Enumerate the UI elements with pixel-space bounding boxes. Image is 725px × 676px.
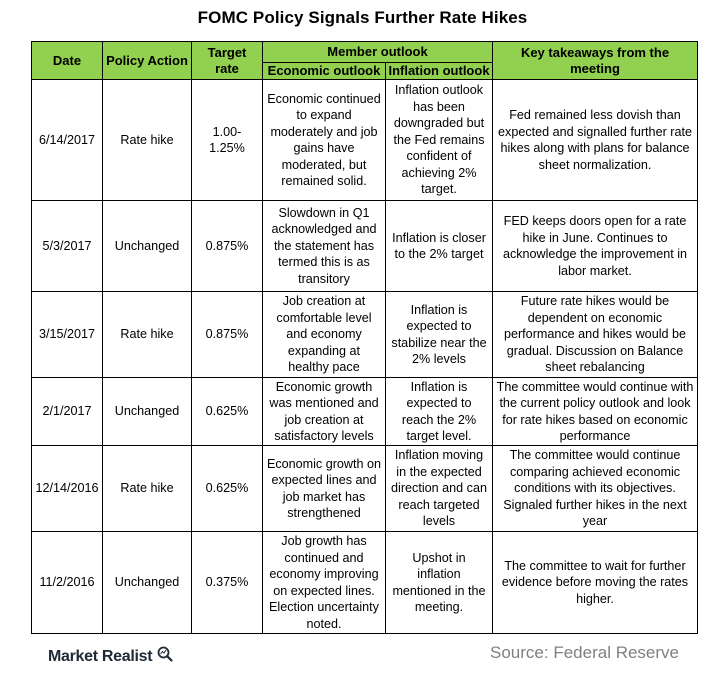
header-key-takeaways: Key takeaways from the meeting [493,42,698,80]
cell-inflation-outlook: Inflation outlook has been downgraded but the Fed remains confident of achieving 2% target. [386,80,493,201]
cell-policy-action: Unchanged [103,378,192,446]
cell-policy-action: Unchanged [103,201,192,292]
cell-economic-outlook: Economic growth was mentioned and job creation at satisfactory levels [263,378,386,446]
cell-key-takeaway: FED keeps doors open for a rate hike in June. Continues to acknowledge the improvement in labor market. [493,201,698,292]
cell-inflation-outlook: Inflation moving in the expected direction and can reach targeted levels [386,446,493,532]
cell-date: 5/3/2017 [32,201,103,292]
cell-economic-outlook: Job growth has continued and economy improving on expected lines. Election uncertainty noted. [263,532,386,634]
cell-economic-outlook: Economic growth on expected lines and job market has strengthened [263,446,386,532]
header-date: Date [32,42,103,80]
cell-inflation-outlook: Inflation is expected to reach the 2% target level. [386,378,493,446]
cell-target-rate: 0.875% [192,201,263,292]
brand-logo [48,648,173,667]
cell-key-takeaway: The committee would continue comparing achieved economic conditions with its objectives. Signaled further hikes in the next year [493,446,698,532]
cell-policy-action: Rate hike [103,292,192,378]
cell-target-rate: 0.625% [192,378,263,446]
cell-target-rate: 0.375% [192,532,263,634]
cell-target-rate: 0.625% [192,446,263,532]
magnifier-chart-icon [157,646,173,667]
header-policy-action: Policy Action [103,42,192,80]
cell-key-takeaway: The committee would continue with the current policy outlook and look for rate hikes based on economic performance [493,378,698,446]
cell-inflation-outlook: Upshot in inflation mentioned in the meeting. [386,532,493,634]
cell-date: 12/14/2016 [32,446,103,532]
cell-key-takeaway: Future rate hikes would be dependent on economic performance and hikes would be gradual. Discussion on Balance sheet rebalancing [493,292,698,378]
table-row [32,292,698,378]
cell-date: 11/2/2016 [32,532,103,634]
brand-name: Market Realist [48,648,153,665]
cell-date: 3/15/2017 [32,292,103,378]
cell-policy-action: Rate hike [103,446,192,532]
header-economic-outlook: Economic outlook [263,63,386,80]
table-row [32,532,698,634]
cell-date: 6/14/2017 [32,80,103,201]
header-inflation-outlook: Inflation outlook [386,63,493,80]
cell-key-takeaway: The committee to wait for further evidence before moving the rates higher. [493,532,698,634]
cell-target-rate: 1.00-1.25% [192,80,263,201]
policy-table [31,41,698,634]
cell-inflation-outlook: Inflation is closer to the 2% target [386,201,493,292]
cell-economic-outlook: Job creation at comfortable level and economy expanding at healthy pace [263,292,386,378]
cell-economic-outlook: Slowdown in Q1 acknowledged and the statement has termed this is as transitory [263,201,386,292]
cell-key-takeaway: Fed remained less dovish than expected and signalled further rate hikes along with plans for balance sheet normalization. [493,80,698,201]
source-note: Source: Federal Reserve [490,643,679,662]
cell-policy-action: Unchanged [103,532,192,634]
cell-date: 2/1/2017 [32,378,103,446]
table-row [32,201,698,292]
table-row [32,378,698,446]
cell-target-rate: 0.875% [192,292,263,378]
table-row [32,446,698,532]
header-member-outlook: Member outlook [263,42,493,63]
header-target-rate: Target rate [192,42,263,80]
page-title: FOMC Policy Signals Further Rate Hikes [197,8,528,27]
cell-economic-outlook: Economic continued to expand moderately and job gains have moderated, but remained solid. [263,80,386,201]
cell-policy-action: Rate hike [103,80,192,201]
cell-inflation-outlook: Inflation is expected to stabilize near the 2% levels [386,292,493,378]
table-row [32,80,698,201]
